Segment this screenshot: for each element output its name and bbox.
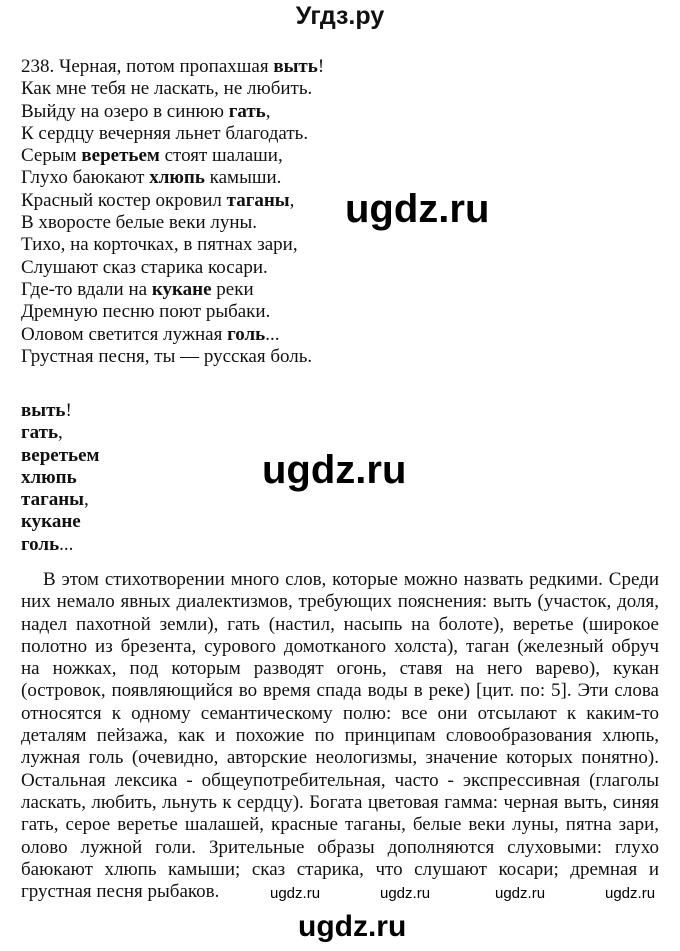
poem-line (21, 212, 257, 234)
bold-word: хлюпь (21, 466, 77, 488)
bold-word: кукане (151, 278, 212, 300)
paragraph-line: (островок, появляющийся во время спада воды в реке) [цит. по: 5]. Эти слова (21, 680, 659, 702)
paragraph-line: олово лужной голи. Зрительные образы дополняются слуховыми: глухо (21, 836, 659, 858)
text-segment: Серым (21, 145, 82, 167)
watermark: ugdz.ru (380, 885, 431, 902)
text-segment: Дремную песню поют рыбаки. (21, 301, 271, 323)
text-segment: , (289, 189, 295, 211)
text-segment: ! (317, 56, 325, 77)
bold-word: таганы (226, 189, 290, 211)
text-segment: , (265, 100, 271, 122)
word-item (21, 445, 99, 467)
poem-line (21, 167, 281, 189)
text-segment: ... (59, 533, 74, 555)
text-segment: , (83, 489, 89, 511)
text-segment: стоят шалаши, (159, 145, 283, 167)
bold-word: голь (21, 533, 60, 555)
poem-line (21, 145, 283, 167)
word-item (21, 400, 72, 422)
site-title: Угдз.ру (295, 2, 385, 30)
text-segment: 238. Черная, потом пропахшая (21, 56, 274, 77)
paragraph-line: полотно из брезента, сурового домотканого холста), таган (железный обруч (21, 635, 659, 657)
text-segment: реки (211, 278, 254, 300)
poem-line (21, 234, 298, 256)
watermark: ugdz.ru (495, 885, 546, 902)
poem-line (21, 324, 279, 346)
text-segment: Глухо баюкают (21, 167, 150, 189)
analysis-paragraph (21, 569, 659, 903)
paragraph-line: ласкать, любить, льнуть к сердцу). Богата цветовая гамма: черная выть, синяя (21, 791, 659, 813)
poem-line (21, 101, 270, 123)
bold-word: хлюпь (149, 167, 205, 189)
text-segment: камыши. (204, 167, 282, 189)
bold-word: веретьем (81, 145, 160, 167)
text-segment: Тихо, на корточках, в пятнах зари, (21, 234, 298, 256)
text-segment: Где-то вдали на (21, 278, 152, 300)
text-segment: Красный костер окровил (21, 189, 227, 211)
word-item (21, 511, 81, 533)
bold-word: выть (21, 400, 66, 421)
text-segment: ! (65, 400, 72, 421)
word-item (21, 422, 63, 444)
bold-word: гать (21, 422, 59, 444)
paragraph-line: баюкают хлюпь камыши; сказ старика, что слушают косари; дремная и (21, 858, 659, 880)
poem-line (21, 123, 308, 145)
paragraph-line: них немало явных диалектизмов, требующих пояснения: выть (участок, доля, (21, 591, 659, 613)
watermark: ugdz.ru (345, 187, 490, 231)
poem-line (21, 301, 270, 323)
watermark: ugdz.ru (270, 885, 321, 902)
watermark: ugdz.ru (262, 448, 407, 492)
paragraph-line: грустная песня рыбаков. (21, 881, 220, 903)
paragraph-line: лужная голь (очевидно, авторские неологизмы, значение которых понятно). (21, 747, 659, 769)
bold-word: кукане (21, 511, 81, 533)
highlighted-words-list (21, 400, 99, 556)
text-segment: Грустная песня, ты — русская боль. (21, 345, 313, 367)
paragraph-line: относятся к одному семантическому полю: все они отсылают к каким-то (21, 702, 659, 724)
paragraph-line: надел пахотной земли), гать (настил, насыпь на болоте), веретье (широкое (21, 613, 659, 635)
text-segment: Выйду на озеро в синюю (21, 100, 229, 122)
text-segment: , (58, 422, 63, 444)
text-segment: ... (265, 323, 280, 345)
poem-line (21, 346, 312, 368)
text-segment: Как мне тебя не ласкать, не любить. (21, 78, 313, 100)
word-item (21, 534, 73, 556)
paragraph-line: В этом стихотворении много слов, которые можно назвать редкими. Среди (43, 569, 659, 590)
text-segment: К сердцу вечерняя льнет благодать. (21, 122, 309, 144)
bold-word: голь (227, 323, 266, 345)
bold-word: выть (273, 56, 318, 77)
text-segment: Слушают сказ старика косари. (21, 256, 268, 278)
word-item (21, 467, 77, 489)
watermark: ugdz.ru (605, 885, 656, 902)
text-segment: Оловом светится лужная (21, 323, 228, 345)
poem-line (21, 279, 254, 301)
poem (21, 56, 324, 368)
poem-line (21, 190, 294, 212)
bold-word: таганы (21, 489, 84, 511)
paragraph-line: на ножках, под которым разводят огонь, ставя на него варево), кукан (21, 658, 659, 680)
text-segment: В хворосте белые веки луны. (21, 212, 258, 234)
poem-line (21, 257, 268, 279)
paragraph-line: Остальная лексика - общеупотребительная, часто - экспрессивная (глаголы (21, 769, 659, 791)
poem-line (21, 78, 312, 100)
watermark: ugdz.ru (298, 910, 407, 943)
poem-line (21, 56, 324, 78)
word-item (21, 489, 89, 511)
bold-word: веретьем (21, 444, 100, 466)
bold-word: гать (228, 100, 266, 122)
paragraph-line: гать, серое веретье шалашей, красные таганы, белые веки луны, пятна зари, (21, 814, 659, 836)
paragraph-line: деталям пейзажа, как и похожие по принципам словообразования хлюпь, (21, 725, 659, 747)
